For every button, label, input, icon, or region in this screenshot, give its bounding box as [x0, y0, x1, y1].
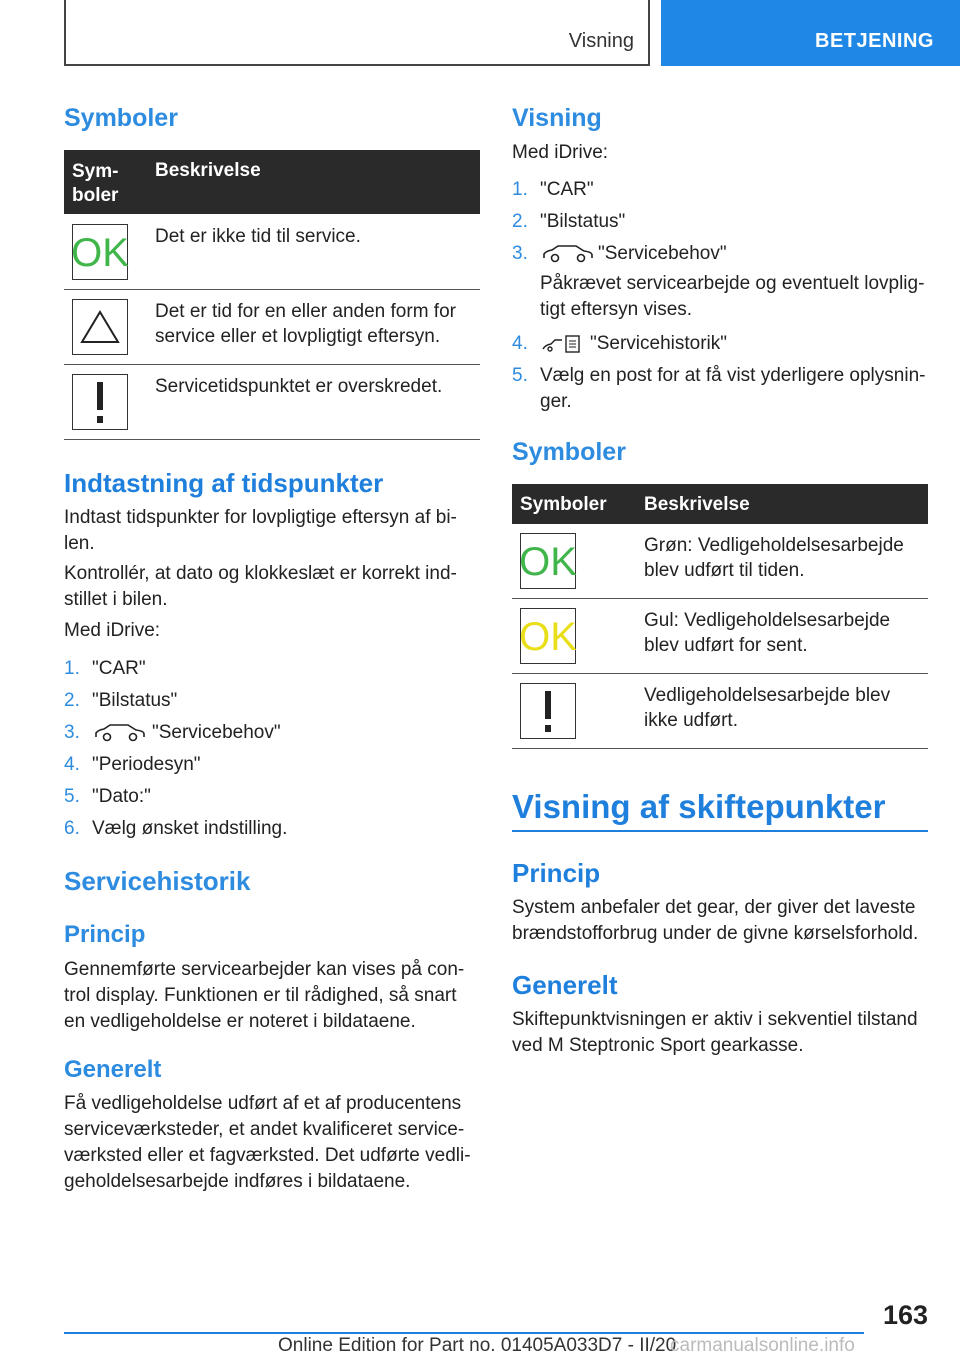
row-desc: Det er tid for en eller anden form for service eller et lovpligtigt eftersyn.: [155, 301, 456, 347]
col-symbol-header: Sym- boler: [72, 161, 119, 206]
general-paragraph-2: Skiftepunktvisningen er aktiv i sekventiel tilstand ved M Steptronic Sport gearkasse.: [512, 1009, 918, 1056]
warning-triangle-icon: [72, 299, 128, 355]
col-desc-header: Beskrivelse: [644, 494, 750, 515]
step-number: 1.: [512, 179, 528, 200]
page-number: 163: [882, 1300, 928, 1330]
display-heading: Visning: [512, 104, 602, 132]
table-row: [64, 214, 480, 290]
col-desc-header: Beskrivelse: [155, 160, 261, 181]
step-number: 4.: [64, 754, 80, 775]
exclamation-icon: [72, 374, 128, 430]
table-row: [512, 674, 928, 749]
step-number: 2.: [512, 211, 528, 232]
step-number: 5.: [512, 365, 528, 386]
step-number: 3.: [64, 722, 80, 743]
footer-rule: [64, 1332, 864, 1334]
input-paragraph-3: Med iDrive:: [64, 620, 161, 641]
col-symbol-header: Symboler: [520, 494, 607, 515]
row-desc: Grøn: Vedligeholdelsesarbejde blev udført til tiden.: [644, 535, 904, 581]
watermark-text: carmanualsonline.info: [670, 1335, 855, 1356]
edition-text: Online Edition for Part no. 01405A033D7 - II/20: [278, 1335, 677, 1356]
principle-heading-2: Princip: [512, 858, 601, 888]
ok-green-icon: [72, 224, 128, 280]
step-text: "CAR": [92, 658, 146, 679]
row-desc: Det er ikke tid til service.: [155, 226, 361, 247]
general-heading: Generelt: [64, 1056, 162, 1083]
shift-heading-rule: [512, 830, 928, 832]
input-heading: Indtastning af tidspunkter: [64, 468, 384, 498]
principle-heading: Princip: [64, 921, 146, 948]
row-desc: Vedligeholdelsesarbejde blev ikke udført.: [644, 685, 891, 731]
symbols-heading-2: Symboler: [512, 438, 626, 466]
svg-text:OK: OK: [71, 231, 129, 275]
step-text: "Servicebehov": [598, 243, 727, 264]
table-row: [64, 290, 480, 365]
table-row: [64, 365, 480, 440]
input-paragraph-2: Kontrollér, at dato og klokkeslæt er korrekt ind-stillet i bilen.: [64, 563, 457, 610]
table-header: [512, 484, 928, 524]
symbols-table-2: [512, 484, 928, 749]
svg-text:OK: OK: [519, 615, 577, 659]
step-text: "Dato:": [92, 786, 151, 807]
step-number: 1.: [64, 658, 80, 679]
car-icon: [94, 724, 146, 750]
display-paragraph: Med iDrive:: [512, 142, 609, 163]
header-chapter-box: [661, 0, 960, 66]
row-desc: Gul: Vedligeholdelsesarbejde blev udført for sent.: [644, 610, 891, 656]
exclamation-icon: [520, 683, 576, 739]
section-title: Visning: [568, 30, 634, 52]
step-text: "Servicehistorik": [590, 333, 728, 354]
step-text: Vælg ønsket indstilling.: [92, 818, 288, 839]
chapter-title: BETJENING: [815, 30, 934, 52]
history-heading: Servicehistorik: [64, 866, 251, 896]
step-text: "Bilstatus": [92, 690, 178, 711]
shift-heading: Visning af skiftepunkter: [512, 788, 886, 825]
step-text: "Periodesyn": [92, 754, 201, 775]
step-number: 6.: [64, 818, 80, 839]
general-paragraph: Få vedligeholdelse udført af et af producentens serviceværksteder, et andet kvalificeret service-værksted eller et fagværksted. Det udførte vedli-geholdelsesarbejde indføres i bildataene.: [64, 1093, 471, 1192]
ok-green-icon: [520, 533, 576, 589]
general-heading-2: Generelt: [512, 970, 618, 1000]
step-number: 5.: [64, 786, 80, 807]
input-paragraph-1: Indtast tidspunkter for lovpligtige eftersyn af bi-len.: [64, 507, 457, 554]
step-number: 2.: [64, 690, 80, 711]
table-header: [64, 150, 480, 214]
step-text: Vælg en post for at få vist yderligere oplysnin-ger.: [540, 365, 926, 412]
step-text: "Servicebehov": [152, 722, 281, 743]
step-text: "CAR": [540, 179, 594, 200]
step-sub-paragraph: Påkrævet servicearbejde og eventuelt lovplig-tigt eftersyn vises.: [540, 273, 925, 320]
car-icon: [542, 245, 594, 271]
symbols-heading: Symboler: [64, 104, 178, 132]
principle-paragraph-2: System anbefaler det gear, der giver det laveste brændstofforbrug under de givne kørselsforhold.: [512, 897, 919, 944]
principle-paragraph: Gennemførte servicearbejder kan vises på con-trol display. Funktionen er til rådighed, så snart en vedligeholdelse er noteret i bildataene.: [64, 959, 465, 1032]
step-number: 4.: [512, 333, 528, 354]
symbols-table: [64, 150, 480, 440]
header-section-box: [64, 0, 650, 66]
row-desc: Servicetidspunktet er overskredet.: [155, 376, 443, 397]
table-row: [512, 599, 928, 674]
ok-yellow-icon: [520, 608, 576, 664]
history-icon: [542, 334, 582, 362]
table-row: [512, 524, 928, 599]
svg-text:OK: OK: [519, 540, 577, 584]
step-text: "Bilstatus": [540, 211, 626, 232]
step-number: 3.: [512, 243, 528, 264]
